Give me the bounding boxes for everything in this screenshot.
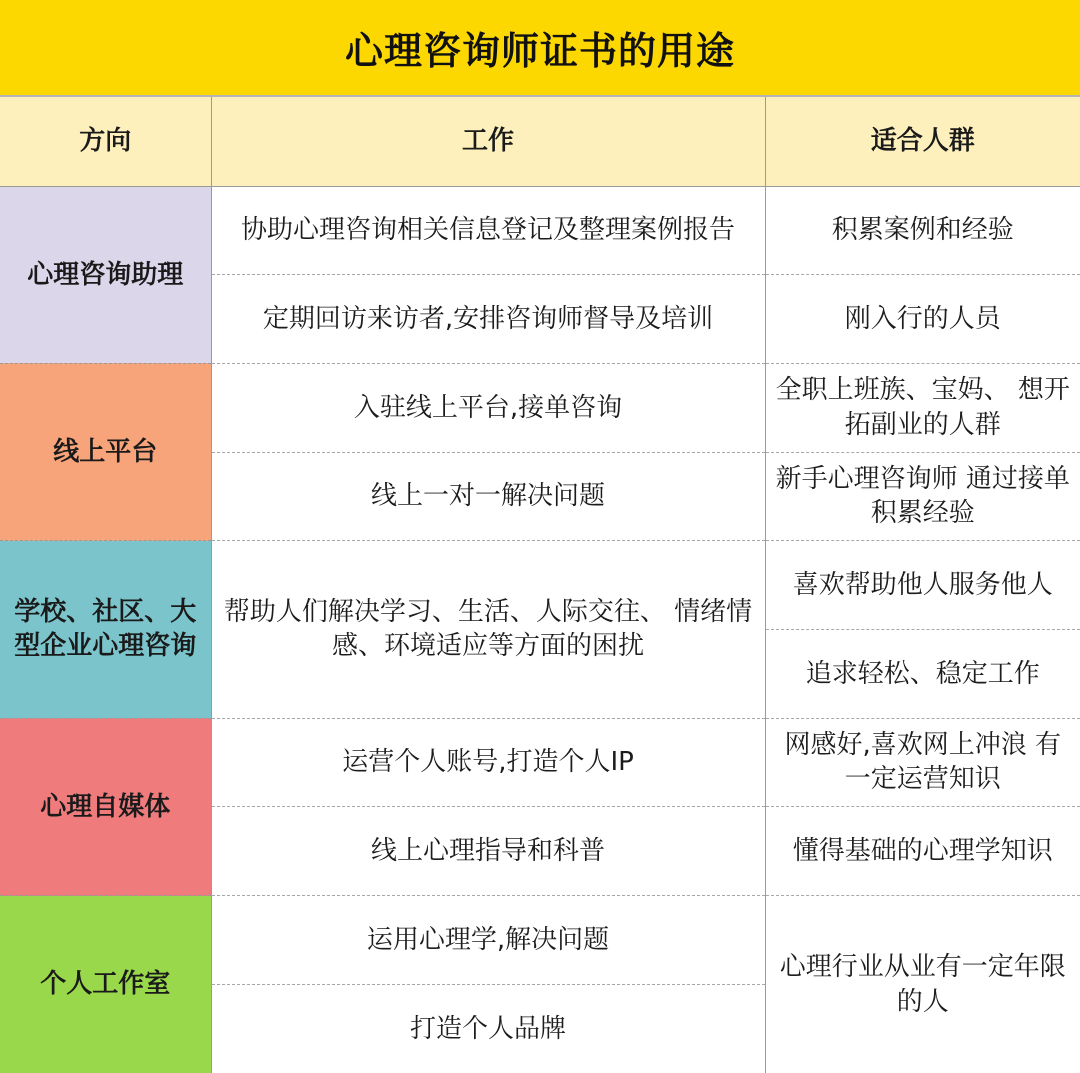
header-direction: 方向 — [0, 97, 211, 186]
table-header-row — [0, 97, 1080, 186]
audience-cell: 网感好,喜欢网上冲浪 有一定运营知识 — [765, 718, 1080, 807]
audience-cell: 刚入行的人员 — [765, 275, 1080, 364]
audience-cell: 新手心理咨询师 通过接单积累经验 — [765, 452, 1080, 541]
header-audience: 适合人群 — [765, 97, 1080, 186]
page-title: 心理咨询师证书的用途 — [0, 0, 1080, 97]
header-work: 工作 — [211, 97, 765, 186]
audience-cell: 懂得基础的心理学知识 — [765, 807, 1080, 896]
work-cell: 运营个人账号,打造个人IP — [211, 718, 765, 807]
work-cell: 运用心理学,解决问题 — [211, 896, 765, 985]
table-row — [0, 186, 1080, 275]
table-row — [0, 896, 1080, 985]
category-cell-studio: 个人工作室 — [0, 896, 211, 1073]
audience-cell: 心理行业从业有一定年限的人 — [779, 952, 1066, 1017]
category-cell-assistant: 心理咨询助理 — [0, 186, 211, 363]
work-cell: 定期回访来访者,安排咨询师督导及培训 — [211, 275, 765, 364]
table-row — [0, 363, 1080, 452]
audience-cell: 追求轻松、稳定工作 — [765, 629, 1080, 718]
work-cell: 协助心理咨询相关信息登记及整理案例报告 — [211, 186, 765, 275]
usage-table — [0, 97, 1080, 1073]
table-row — [0, 541, 1080, 630]
category-cell-self-media: 心理自媒体 — [0, 718, 211, 895]
category-cell-online: 线上平台 — [0, 363, 211, 540]
work-cell: 线上一对一解决问题 — [211, 452, 765, 541]
work-cell: 帮助人们解决学习、生活、人际交往、 情绪情感、环境适应等方面的困扰 — [211, 541, 765, 718]
table-row — [0, 718, 1080, 807]
audience-cell: 喜欢帮助他人服务他人 — [765, 541, 1080, 630]
audience-cell: 积累案例和经验 — [765, 186, 1080, 275]
work-cell: 入驻线上平台,接单咨询 — [211, 363, 765, 452]
audience-cell: 全职上班族、宝妈、 想开拓副业的人群 — [765, 363, 1080, 452]
category-cell-school-community: 学校、社区、大型企业心理咨询 — [0, 541, 211, 718]
work-cell: 线上心理指导和科普 — [211, 807, 765, 896]
work-cell: 打造个人品牌 — [211, 984, 765, 1073]
